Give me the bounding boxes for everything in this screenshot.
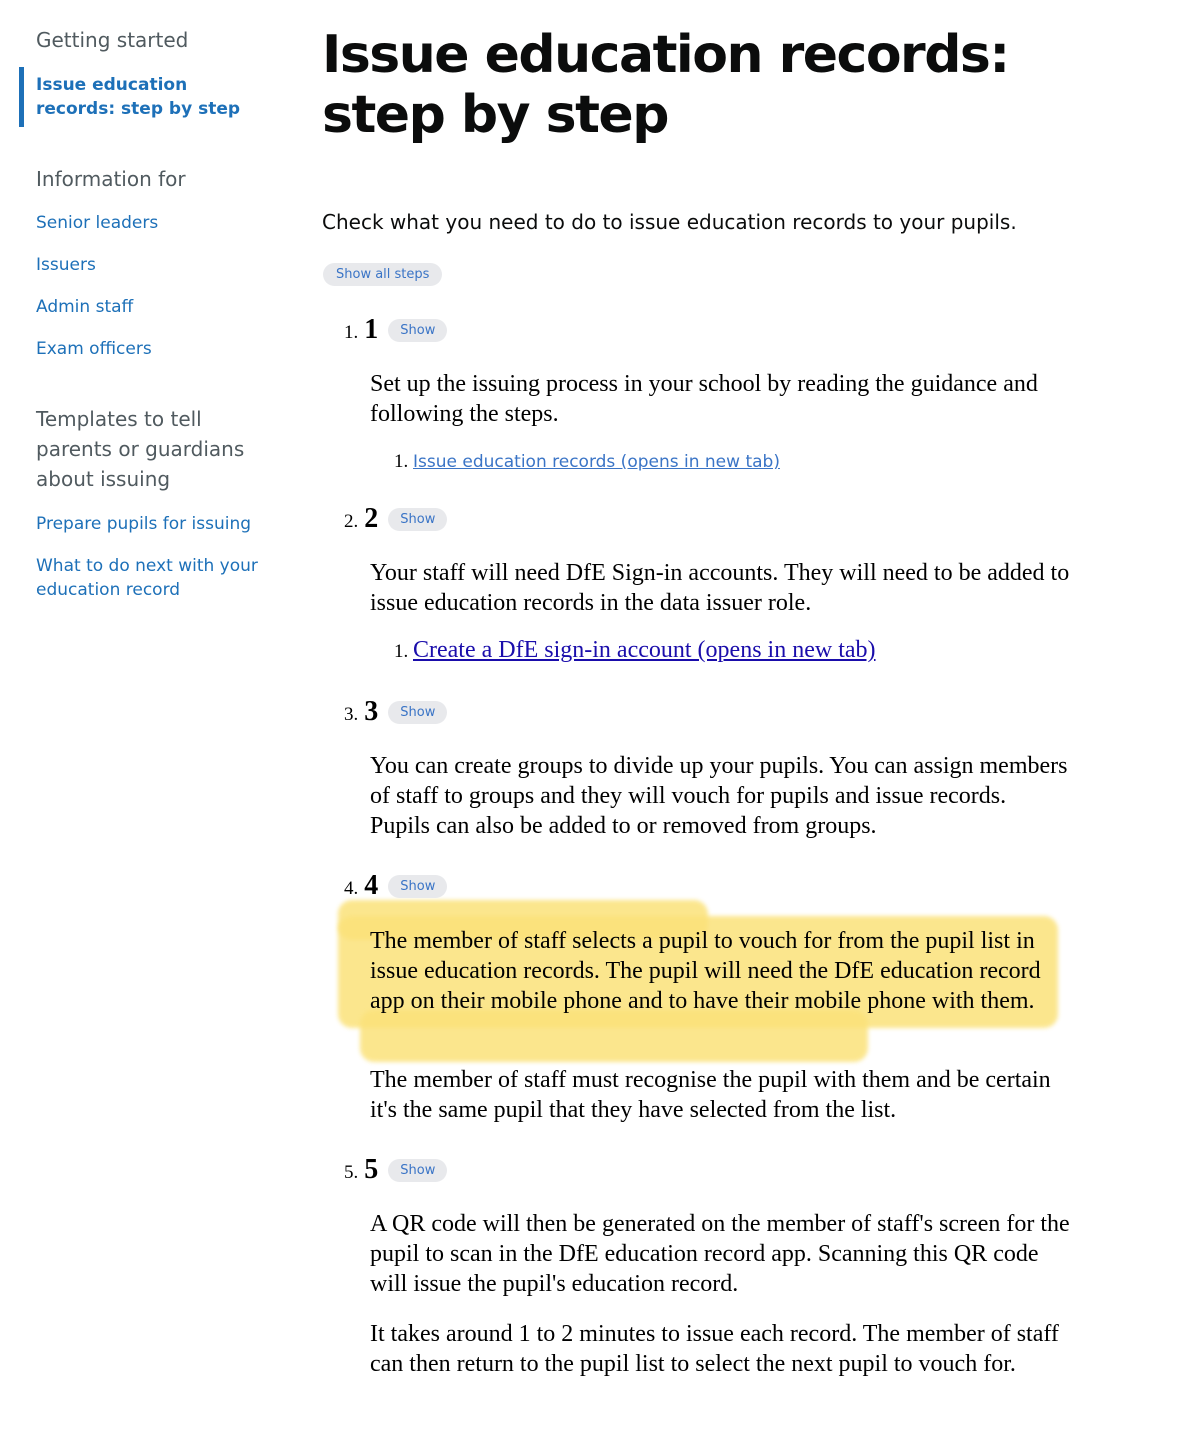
create-dfe-signin-link[interactable]: Create a DfE sign-in account (opens in new tab) <box>413 637 876 663</box>
step-number: 3 <box>364 696 379 727</box>
sidebar-item-label: Issue education records: step by step <box>36 75 241 119</box>
step-index: 1. <box>344 322 359 343</box>
step-4-show-button[interactable]: Show <box>388 875 447 898</box>
link-index: 1. <box>394 641 409 662</box>
step-paragraph: It takes around 1 to 2 minutes to issue each record. The member of staff can then return to the pupil list to select the next pupil to vouch for. <box>370 1321 1059 1377</box>
step-paragraph: A QR code will then be generated on the member of staff's screen for the pupil to scan in the DfE education record app. Scanning this QR code will issue the pupil's education record. <box>370 1211 1070 1297</box>
step-5-show-button[interactable]: Show <box>388 1159 447 1182</box>
step-paragraph: Set up the issuing process in your school by reading the guidance and following the steps. <box>370 371 1038 427</box>
page-title: Issue education records: step by step <box>322 25 1009 145</box>
sidebar-heading-templates: Templates to tell parents or guardians about issuing <box>36 407 245 491</box>
step-number: 2 <box>364 503 379 534</box>
highlight-mark <box>360 1010 868 1062</box>
step-link-item <box>394 637 876 665</box>
sidebar-link-issuers[interactable]: Issuers <box>36 255 96 275</box>
step-3-show-button[interactable]: Show <box>388 701 447 724</box>
sidebar-link-admin-staff[interactable]: Admin staff <box>36 297 134 317</box>
step-index: 4. <box>344 878 359 899</box>
sidebar-heading-getting-started: Getting started <box>36 28 189 52</box>
show-all-steps-button[interactable]: Show all steps <box>323 263 442 286</box>
link-index: 1. <box>394 451 409 472</box>
step-number: 5 <box>364 1154 379 1185</box>
sidebar-link-prepare-pupils[interactable]: Prepare pupils for issuing <box>36 514 252 534</box>
sidebar-heading-information-for: Information for <box>36 167 186 191</box>
step-number: 4 <box>364 870 379 901</box>
step-1-show-button[interactable]: Show <box>388 319 447 342</box>
sidebar-link-senior-leaders[interactable]: Senior leaders <box>36 213 159 233</box>
sidebar-link-exam-officers[interactable]: Exam officers <box>36 339 152 359</box>
step-index: 2. <box>344 511 359 532</box>
sidebar-link-what-to-do-next[interactable]: What to do next with your education record <box>36 556 258 600</box>
step-paragraph: You can create groups to divide up your pupils. You can assign members of staff to groups and they will vouch for pupils and issue records. Pupils can also be added to or removed from groups. <box>370 753 1068 839</box>
step-index: 3. <box>344 704 359 725</box>
page-lede: Check what you need to do to issue education records to your pupils. <box>322 210 1017 234</box>
step-link-item <box>394 449 780 475</box>
step-2-show-button[interactable]: Show <box>388 508 447 531</box>
issue-education-records-link[interactable]: Issue education records (opens in new tab) <box>413 452 780 472</box>
step-paragraph: The member of staff must recognise the pupil with them and be certain it's the same pupil that they have selected from the list. <box>370 1067 1051 1123</box>
step-paragraph: Your staff will need DfE Sign-in accounts. They will need to be added to issue education records in the data issuer role. <box>370 560 1070 616</box>
step-index: 5. <box>344 1162 359 1183</box>
sidebar-item-active-step-by-step[interactable] <box>19 67 259 127</box>
step-number: 1 <box>364 314 379 345</box>
step-paragraph-highlighted: The member of staff selects a pupil to vouch for from the pupil list in issue education records. The pupil will need the DfE education record app on their mobile phone and to have their mobile phone with them. <box>370 928 1041 1014</box>
